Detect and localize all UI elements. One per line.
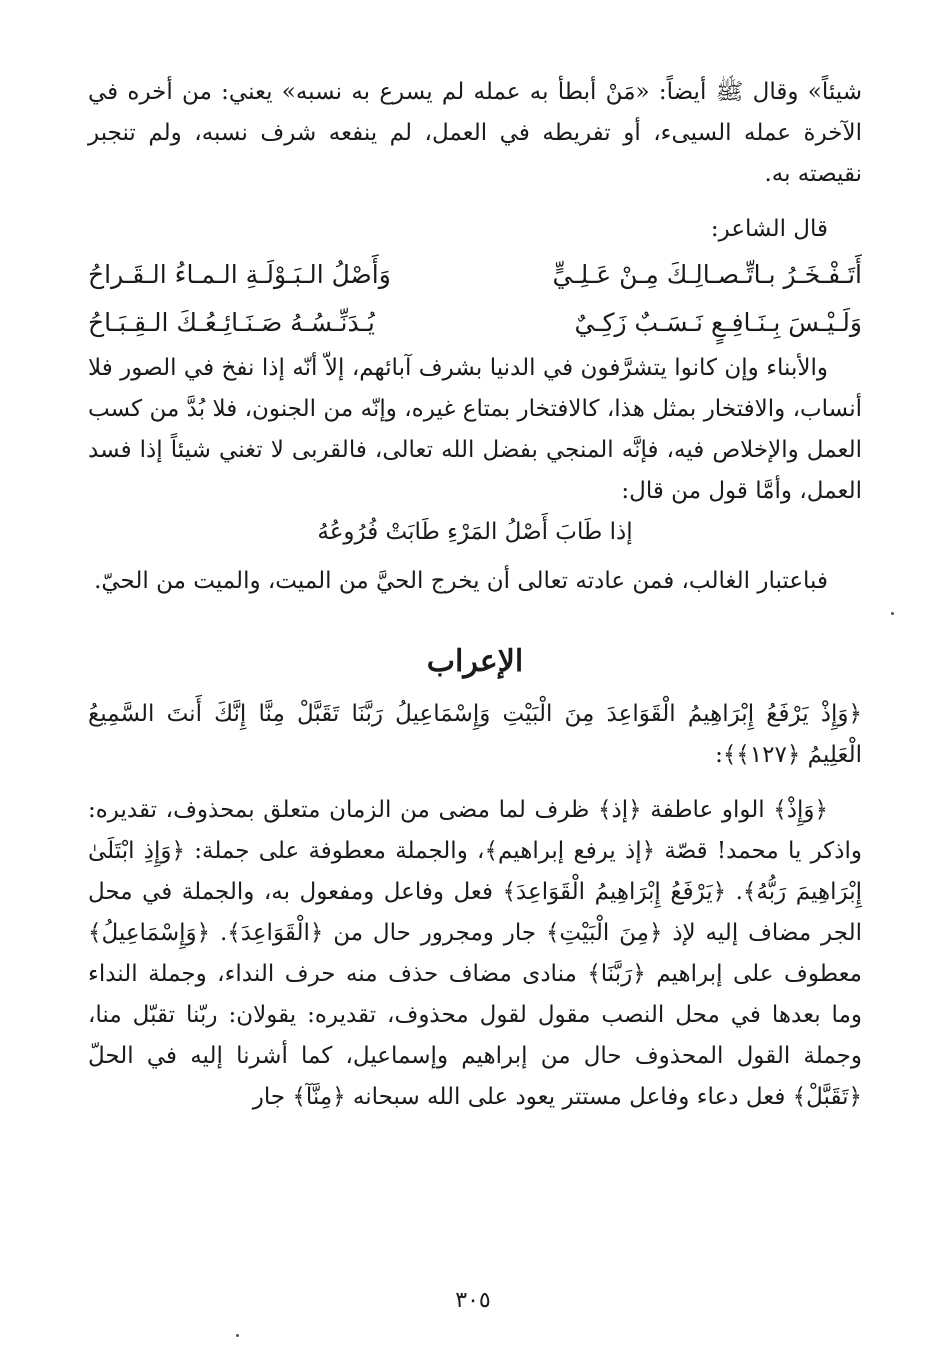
poet-intro: قال الشاعر: bbox=[710, 216, 828, 242]
poem-verse-2 bbox=[88, 300, 862, 346]
verse-2-second-hemistich: يُـدَنِّـسُـهُ صَـنَـائِـعُـكَ الـقِـبَـاحُ bbox=[88, 308, 375, 337]
section-heading: الإعراب bbox=[426, 644, 524, 679]
verse-1-second-hemistich: وَأَصْلُ الـبَـوْلَـةِ الـمـاءُ الـقَـراحُ bbox=[88, 260, 391, 289]
verse-2-first-hemistich: وَلَـيْـسَ بِـنَـافِـعٍ نَـسَـبٌ زَكِـيٌ bbox=[574, 308, 862, 337]
poem-verse-1 bbox=[88, 252, 862, 298]
scan-speck bbox=[236, 1334, 239, 1337]
intro-paragraph: شيئاً» وقال ﷺ أيضاً: «مَنْ أبطأ به عمله لم يسرع به نسبه» يعني: من أخره في الآخرة عمله السيىء، أو تفريطه في العمل، لم ينفعه شرف نسبه، ولم تنجبر نقيصته به. bbox=[88, 79, 862, 187]
verse-1-first-hemistich: أَتَـفْـخَـرُ بـاتِّـصـالِـكَ مِـنْ عَـلِـيٍّ bbox=[552, 260, 862, 289]
scan-speck bbox=[891, 612, 894, 615]
irab-analysis: ﴿وَإِذْ﴾ الواو عاطفة ﴿إذ﴾ ظرف لما مضى من الزمان متعلق بمحذوف، تقديره: واذكر يا محمد! قصّة ﴿إذ يرفع إبراهيم﴾، والجملة معطوفة على جملة: ﴿وَإِذِ ابْتَلَىٰ إِبْرَاهِيمَ رَبُّهُ﴾. ﴿يَرْفَعُ إِبْرَاهِيمُ الْقَوَاعِدَ﴾ فعل وفاعل ومفعول به، والجملة في محل الجر مضاف إليه لإذ ﴿مِنَ الْبَيْتِ﴾ جار ومجرور حال من ﴿الْقَوَاعِدَ﴾. ﴿وَإِسْمَاعِيلُ﴾ معطوف على إبراهيم ﴿رَبَّنَا﴾ منادى مضاف حذف منه حرف النداء، وجملة النداء وما بعدها في محل النصب مقول لقول محذوف، تقديره: يقولان: ربّنا تقبّل منا، وجملة القول المحذوف حال من إبراهيم وإسماعيل، كما أشرنا إليه في الحلّ ﴿تَقَبَّلْ﴾ فعل دعاء وفاعل مستتر يعود على الله سبحانه ﴿مِنَّآ﴾ جار bbox=[88, 797, 862, 1110]
spacer bbox=[88, 776, 862, 790]
body-paragraph-2: فباعتبار الغالب، فمن عادته تعالى أن يخرج الحيَّ من الميت، والميت من الحيّ. bbox=[94, 568, 828, 594]
body-paragraph-1: والأبناء وإن كانوا يتشرَّفون في الدنيا بشرف آبائهم، إلاّ أنّه إذا نفخ في الصور فلا أنساب، والافتخار بمثل هذا، كالافتخار بمتاع غيره، وإنّه من الجنون، فلا بُدَّ من كسب العمل والإخلاص فيه، فإنَّه المنجي بفضل الله تعالى، فالقربى لا تغني شيئاً إذا فسد العمل، وأمَّا قول من قال: bbox=[88, 355, 862, 504]
quran-verse: ﴿وَإِذْ يَرْفَعُ إِبْرَاهِيمُ الْقَوَاعِدَ مِنَ الْبَيْتِ وَإِسْمَاعِيلُ رَبَّنَا تَقَبَّلْ مِنَّا إِنَّكَ أَنتَ السَّمِيعُ الْعَلِيمُ ﴿١٢٧﴾﴾: bbox=[88, 701, 862, 768]
page-number: ٣٠٥ bbox=[455, 1288, 491, 1313]
spacer bbox=[88, 195, 862, 209]
quoted-line: إذا طَابَ أَصْلُ المَرْءِ طَابَتْ فُرُوعُهُ bbox=[317, 519, 633, 545]
